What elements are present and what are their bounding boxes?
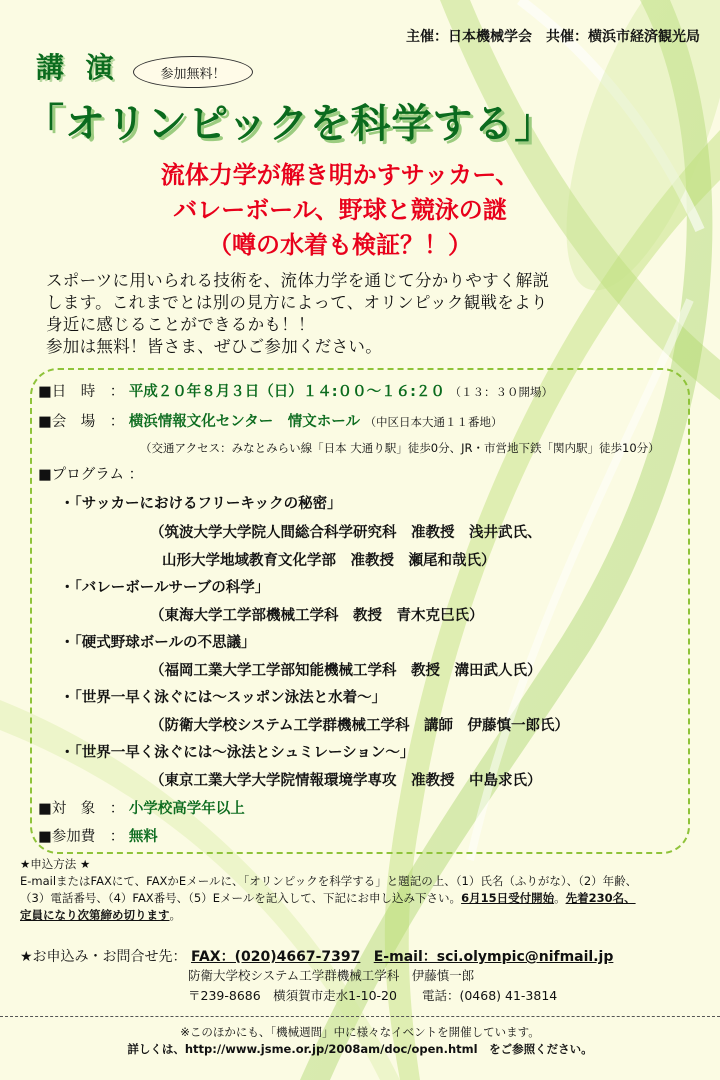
venue-value: 横浜情報文化センター 情文ホール — [128, 414, 360, 430]
intro-line: 身近に感じることができるかも！！ — [46, 315, 315, 334]
apply-heading: ★申込方法 ★ — [20, 857, 91, 871]
program-item-speaker: （東京工業大学大学院情報環境学専攻 准教授 中島求氏） — [150, 773, 542, 789]
apply-text: （3）電話番号、（4）FAX番号、（5）Eメールを記入して、下記にお申し込み下さい。 — [20, 891, 462, 905]
date-value: 平成２０年８月３日（日）１４:００～１６:２０ — [128, 384, 445, 400]
footer-url-line[interactable]: 詳しくは、http://www.jsme.or.jp/2008am/doc/open.html をご参照ください。 — [127, 1042, 593, 1056]
email-link[interactable]: E-mail：sci.olympic@nifmail.jp — [373, 949, 614, 965]
intro-paragraph — [46, 270, 686, 358]
program-item-title: ・「バレーボールサーブの科学」 — [60, 580, 270, 596]
subtitle-line: 流体力学が解き明かすサッカー、 — [160, 161, 520, 189]
organizer-line: 主催：日本機械学会 共催：横浜市経済観光局 — [406, 29, 700, 45]
date-row — [38, 380, 553, 401]
venue-row — [38, 410, 503, 431]
venue-note: （中区日本大通１１番地） — [364, 415, 503, 429]
date-note: （１３：３０開場） — [449, 385, 554, 399]
contact-line — [20, 946, 613, 966]
fee-label: ■参加費 ： — [38, 829, 125, 845]
target-value: 小学校高学年以上 — [128, 801, 245, 817]
fee-row — [38, 825, 158, 846]
apply-capacity: 先着230名、 — [565, 891, 636, 905]
program-item-speaker: （東海大学工学部機械工学科 教授 青木克巳氏） — [150, 608, 484, 624]
program-item-speaker: （筑波大学大学院人間総合科学研究科 准教授 浅井武氏、 — [150, 525, 542, 541]
venue-label: ■会 場 ： — [38, 414, 125, 430]
main-title: 「オリンピックを科学する」 — [24, 101, 556, 147]
lecture-label: 講 演 — [36, 51, 120, 84]
footer-note: ※このほかにも、「機械週間」中に様々なイベントを開催しています。 — [180, 1025, 540, 1039]
fax-number: FAX：(020)4667-7397 — [191, 949, 361, 965]
access-note: （交通アクセス：みなとみらい線「日本 大通り駅」徒歩0分、JR・市営地下鉄「関内駅」徒歩10分） — [140, 441, 660, 455]
intro-line: 参加は無料！皆さま、ぜひご参加ください。 — [46, 337, 382, 356]
target-label: ■対 象 ： — [38, 801, 125, 817]
contact-label: ★お申込み・お問合せ先： — [20, 949, 187, 965]
contact-department: 防衛大学校システム工学群機械工学科 伊藤慎一郎 — [188, 968, 475, 983]
program-item-title: ・「サッカーにおけるフリーキックの秘密」 — [60, 496, 342, 512]
apply-text: 。 — [554, 891, 566, 905]
subtitle-line: バレーボール、野球と競泳の謎 — [173, 196, 507, 224]
target-row — [38, 797, 245, 818]
program-item-speaker: 山形大学地域教育文化学部 准教授 瀬尾和哉氏） — [162, 553, 496, 569]
apply-start-date: 6月15日受付開始 — [461, 891, 555, 905]
program-item-title: ・「世界一早く泳ぐには～泳法とシュミレーション～」 — [60, 745, 415, 761]
program-item-title: ・「世界一早く泳ぐには～スッポン泳法と水着～」 — [60, 690, 387, 706]
contact-address: 〒239-8686 横須賀市走水1-10-20 電話：(0468) 41-3814 — [188, 988, 558, 1003]
apply-line — [20, 890, 710, 907]
program-item-speaker: （防衛大学校システム工学群機械工学科 講師 伊藤慎一郎氏） — [150, 718, 570, 734]
program-label: ■プログラム ： — [38, 467, 144, 483]
free-admission-badge: 参加無料！ — [133, 56, 253, 88]
subtitle — [100, 158, 580, 263]
apply-line — [20, 907, 710, 924]
date-label: ■日 時 ： — [38, 384, 125, 400]
apply-line: E-mailまたはFAXにて、FAXかEメールに、「オリンピックを科学する」と題記の上、（1）氏名（ふりがな）、（2）年齢、 — [20, 874, 638, 888]
program-item-speaker: （福岡工業大学工学部知能機械工学科 教授 溝田武人氏） — [150, 663, 542, 679]
footer-divider — [0, 1016, 720, 1017]
intro-line: します。これまでとは別の見方によって、オリンピック観戦をより — [46, 293, 548, 312]
application-method — [20, 856, 710, 924]
intro-line: スポーツに用いられる技術を、流体力学を通じて分かりやすく解説 — [46, 271, 550, 290]
fee-value: 無料 — [128, 829, 158, 845]
subtitle-line: （噂の水着も検証？！） — [208, 231, 472, 259]
apply-deadline-note: 定員になり次第締め切ります — [20, 908, 170, 922]
program-item-title: ・「硬式野球ボールの不思議」 — [60, 635, 256, 651]
apply-text: 。 — [169, 908, 181, 922]
